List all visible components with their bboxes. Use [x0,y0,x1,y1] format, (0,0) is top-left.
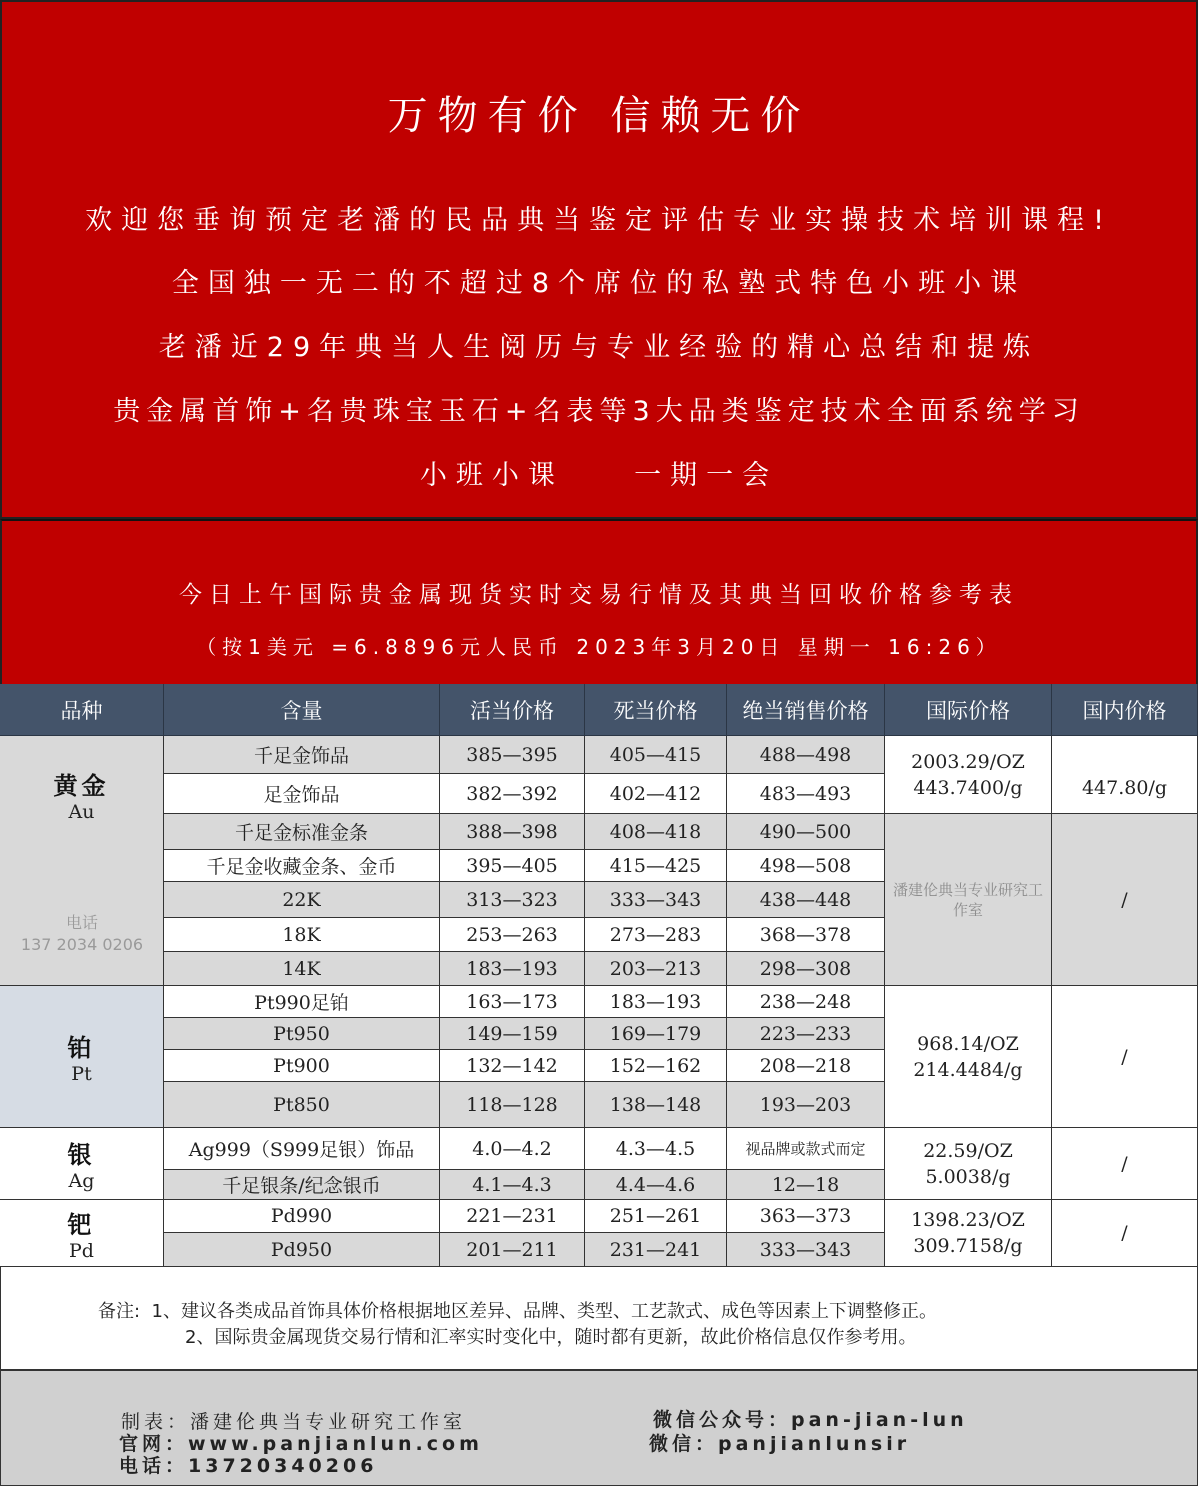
category-silver [0,1128,164,1200]
palladium-domestic-price: / [1052,1200,1198,1267]
live-price: 253—263 [440,918,585,952]
live-price: 385—395 [440,736,585,774]
dead-price: 405—415 [585,736,727,774]
platinum-domestic-price: / [1052,986,1198,1128]
sale-price: 223—233 [727,1018,885,1050]
header-live-price: 活当价格 [440,684,585,736]
live-price: 395—405 [440,850,585,882]
promo-line-2: 全国独一无二的不超过8个席位的私塾式特色小班小课 [171,268,1027,299]
dead-price: 251—261 [585,1200,727,1233]
category-platinum [0,986,164,1128]
notes-section [0,1267,1198,1370]
dead-price: 4.4—4.6 [585,1170,727,1200]
category-symbol: Ag [68,1170,95,1192]
table-row-content: Pd990 [164,1200,440,1233]
dead-price: 231—241 [585,1233,727,1267]
sale-price: 208—218 [727,1050,885,1082]
header-sale-price: 绝当销售价格 [727,684,885,736]
intl-per-gram: 309.7158/g [913,1235,1023,1257]
intl-per-oz: 968.14/OZ [917,1032,1019,1055]
intl-per-gram: 443.7400/g [913,776,1023,799]
dead-price: 273—283 [585,918,727,952]
gold-intl-price [885,736,1052,814]
table-heading [0,519,1198,684]
footer-maker: 制表：潘建伦典当专业研究工作室 [121,1411,467,1433]
dead-price: 333—343 [585,882,727,918]
promo-line-3: 老潘近29年典当人生阅历与专业经验的精心总结和提炼 [158,332,1040,363]
category-name: 银 [67,1141,96,1169]
sale-price: 363—373 [727,1200,885,1233]
category-name: 黄金 [53,772,110,800]
dead-price: 169—179 [585,1018,727,1050]
intl-per-gram: 214.4484/g [913,1058,1023,1081]
header-variety: 品种 [0,684,164,736]
category-symbol: Au [68,801,95,823]
palladium-intl-price [885,1200,1052,1267]
gold-domestic-price: 447.80/g [1052,736,1198,814]
sale-price: 488—498 [727,736,885,774]
intl-per-oz: 22.59/OZ [923,1139,1013,1162]
live-price: 4.0—4.2 [440,1128,585,1170]
table-subtitle: （按1美元 =6.8896元人民币 2023年3月20日 星期一 16:26） [196,635,1002,659]
note-line-2: 2、国际贵金属现货交易行情和汇率实时变化中，随时都有更新，故此价格信息仅作参考用。 [185,1327,917,1348]
table-row-content: Pt850 [164,1082,440,1128]
live-price: 221—231 [440,1200,585,1233]
watermark-text: 潘建伦典当专业研究工作室 [893,880,1044,919]
live-price: 118—128 [440,1082,585,1128]
promo-line-4: 贵金属首饰+名贵珠宝玉石+名表等3大品类鉴定技术全面系统学习 [113,396,1085,427]
table-row-content: 足金饰品 [164,774,440,814]
live-price: 149—159 [440,1018,585,1050]
platinum-intl-price [885,986,1052,1128]
table-row-content: 千足银条/纪念银币 [164,1170,440,1200]
footer-website[interactable]: 官网：www.panjianlun.com [119,1433,483,1455]
footer-wechat-public: 微信公众号：pan-jian-lun [653,1409,968,1431]
table-row-content: Pt990足铂 [164,986,440,1018]
intl-per-oz: 2003.29/OZ [911,750,1025,773]
table-row-content: Ag999（S999足银）饰品 [164,1128,440,1170]
header-intl-price: 国际价格 [885,684,1052,736]
intl-per-gram: 5.0038/g [925,1165,1011,1188]
silver-intl-price [885,1128,1052,1200]
category-symbol: Pd [69,1239,94,1262]
table-row-content: 千足金收藏金条、金币 [164,850,440,882]
phone-number: 137 2034 0206 [20,935,144,954]
dead-price: 138—148 [585,1082,727,1128]
note-line-1: 备注: 1、建议各类成品首饰具体价格根据地区差异、品牌、类型、工艺款式、成色等因素上下调整修正。 [98,1301,937,1322]
live-price: 4.1—4.3 [440,1170,585,1200]
table-row-content: Pd950 [164,1233,440,1267]
table-row-content: 18K [164,918,440,952]
live-price: 388—398 [440,814,585,850]
live-price: 183—193 [440,952,585,986]
header-domestic-price: 国内价格 [1052,684,1198,736]
gold-domestic-other: / [1052,814,1198,986]
footer-phone: 电话：13720340206 [119,1455,378,1477]
live-price: 132—142 [440,1050,585,1082]
live-price: 201—211 [440,1233,585,1267]
dead-price: 408—418 [585,814,727,850]
dead-price: 203—213 [585,952,727,986]
promo-line-5: 小班小课 一期一会 [419,460,779,491]
slogan: 万物有价 信赖无价 [387,93,811,139]
table-row-content: 千足金标准金条 [164,814,440,850]
category-palladium [0,1200,164,1267]
gold-phone-note [0,912,164,956]
sale-price: 238—248 [727,986,885,1018]
table-row-content: Pt900 [164,1050,440,1082]
sale-price: 490—500 [727,814,885,850]
dead-price: 152—162 [585,1050,727,1082]
table-row-content: 22K [164,882,440,918]
promo-banner [0,0,1198,519]
table-title: 今日上午国际贵金属现货实时交易行情及其典当回收价格参考表 [179,582,1019,608]
dead-price: 415—425 [585,850,727,882]
category-name: 钯 [67,1210,96,1239]
table-row-content: Pt950 [164,1018,440,1050]
table-row-content: 14K [164,952,440,986]
sale-price: 438—448 [727,882,885,918]
sale-price: 368—378 [727,918,885,952]
footer-wechat: 微信：panjianlunsir [649,1433,911,1455]
studio-watermark [885,814,1052,986]
silver-domestic-price: / [1052,1128,1198,1200]
header-dead-price: 死当价格 [585,684,727,736]
category-symbol: Pt [71,1063,92,1085]
sale-price: 483—493 [727,774,885,814]
table-row-content: 千足金饰品 [164,736,440,774]
sale-price: 12—18 [727,1170,885,1200]
intl-per-oz: 1398.23/OZ [911,1209,1025,1231]
sale-price: 333—343 [727,1233,885,1267]
live-price: 313—323 [440,882,585,918]
promo-line-1: 欢迎您垂询预定老潘的民品典当鉴定评估专业实操技术培训课程! [85,205,1113,236]
footer [0,1370,1198,1486]
dead-price: 4.3—4.5 [585,1128,727,1170]
header-content: 含量 [164,684,440,736]
category-name: 铂 [67,1034,96,1062]
dead-price: 183—193 [585,986,727,1018]
dead-price: 402—412 [585,774,727,814]
sale-price: 298—308 [727,952,885,986]
live-price: 163—173 [440,986,585,1018]
sale-price: 视品牌或款式而定 [727,1128,885,1170]
phone-label: 电话 [65,913,98,932]
sale-price: 498—508 [727,850,885,882]
live-price: 382—392 [440,774,585,814]
sale-price: 193—203 [727,1082,885,1128]
